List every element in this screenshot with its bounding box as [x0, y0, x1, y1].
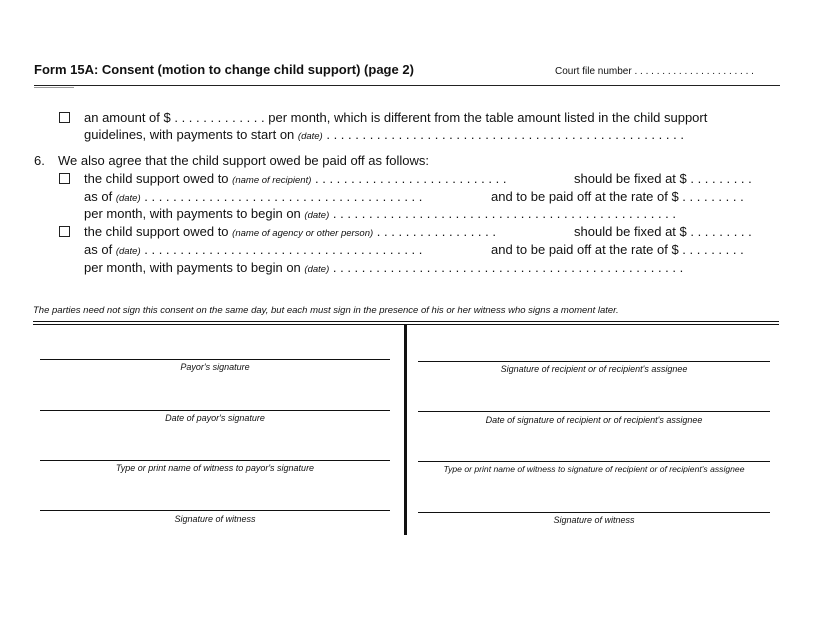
agency-rate-amount[interactable]: and to be paid off at the rate of $ . . . . . . . . . [491, 242, 744, 257]
amount-option-checkbox[interactable] [59, 112, 70, 123]
asof-date-field[interactable]: . . . . . . . . . . . . . . . . . . . . . . . . . . . . . . . . . . . . . . . [144, 242, 423, 257]
recipient-begin-line [84, 206, 676, 221]
begin-date-field[interactable]: . . . . . . . . . . . . . . . . . . . . . . . . . . . . . . . . . . . . . . . . . . . . . . . . . [332, 260, 684, 275]
signature-column-divider [404, 325, 407, 535]
section-6-number: 6. [34, 153, 45, 168]
section-6-intro: We also agree that the child support owed be paid off as follows: [58, 153, 429, 168]
begin-date-label: per month, with payments to begin on [84, 206, 301, 221]
payor-witness-name-label: Type or print name of witness to payor's signature [115, 463, 315, 473]
asof-date-hint: (date) [115, 193, 141, 204]
agency-asof-line [84, 242, 422, 257]
amount-option-line2 [84, 127, 684, 142]
start-date-label: guidelines, with payments to start on [84, 127, 295, 142]
amount-option-line1: an amount of $ . . . . . . . . . . . . . per month, which is different from the table amount listed in the child support [84, 110, 708, 125]
signing-note: The parties need not sign this consent on the same day, but each must sign in the presence of his or her witness who signs a moment later. [33, 305, 619, 316]
agency-option-checkbox[interactable] [59, 226, 70, 237]
recipient-witness-name-line[interactable] [418, 461, 770, 462]
agency-owed-line [84, 224, 496, 239]
begin-date-field[interactable]: . . . . . . . . . . . . . . . . . . . . . . . . . . . . . . . . . . . . . . . . . . . . . . . . [332, 206, 676, 221]
asof-date-hint: (date) [115, 246, 141, 257]
agency-name-hint: (name of agency or other person) [232, 228, 374, 239]
recipient-witness-name-label: Type or print name of witness to signature of recipient or of recipient's assignee [443, 464, 745, 474]
recipient-owed-label: the child support owed to [84, 171, 229, 186]
agency-begin-line [84, 260, 683, 275]
agency-owed-label: the child support owed to [84, 224, 229, 239]
recipient-signature-label: Signature of recipient or of recipient's assignee [500, 364, 688, 374]
header-divider-faint [34, 87, 74, 88]
payor-signature-line[interactable] [40, 359, 390, 360]
payor-date-label: Date of payor's signature [165, 413, 265, 423]
asof-label: as of [84, 242, 113, 257]
recipient-witness-signature-line[interactable] [418, 512, 770, 513]
signature-section-top-rule [33, 321, 779, 322]
begin-date-label: per month, with payments to begin on [84, 260, 301, 275]
asof-date-field[interactable]: . . . . . . . . . . . . . . . . . . . . . . . . . . . . . . . . . . . . . . . [144, 189, 423, 204]
recipient-date-line[interactable] [418, 411, 770, 412]
recipient-name-hint: (name of recipient) [232, 175, 312, 186]
start-date-field[interactable]: . . . . . . . . . . . . . . . . . . . . . . . . . . . . . . . . . . . . . . . . . . . . . . . . . . [326, 127, 684, 142]
recipient-option-checkbox[interactable] [59, 173, 70, 184]
agency-fixed-amount[interactable]: should be fixed at $ . . . . . . . . . [574, 224, 752, 239]
form-title: Form 15A: Consent (motion to change child support) (page 2) [34, 62, 414, 77]
recipient-rate-amount[interactable]: and to be paid off at the rate of $ . . . . . . . . . [491, 189, 744, 204]
payor-signature-label: Payor's signature [180, 362, 250, 372]
recipient-fixed-amount[interactable]: should be fixed at $ . . . . . . . . . [574, 171, 752, 186]
recipient-date-label: Date of signature of recipient or of recipient's assignee [485, 415, 703, 425]
court-file-number-label: Court file number . . . . . . . . . . . . . . . . . . . . . . [555, 66, 754, 77]
recipient-name-field[interactable]: . . . . . . . . . . . . . . . . . . . . . . . . . . . [315, 171, 507, 186]
begin-date-hint: (date) [304, 210, 330, 221]
recipient-witness-signature-label: Signature of witness [553, 515, 635, 525]
begin-date-hint: (date) [304, 264, 330, 275]
payor-date-line[interactable] [40, 410, 390, 411]
payor-witness-signature-line[interactable] [40, 510, 390, 511]
payor-witness-name-line[interactable] [40, 460, 390, 461]
asof-label: as of [84, 189, 113, 204]
recipient-signature-line[interactable] [418, 361, 770, 362]
agency-name-field[interactable]: . . . . . . . . . . . . . . . . . [376, 224, 496, 239]
start-date-hint: (date) [297, 131, 323, 142]
payor-witness-signature-label: Signature of witness [174, 514, 256, 524]
recipient-owed-line [84, 171, 506, 186]
header-divider [34, 85, 780, 86]
recipient-asof-line [84, 189, 422, 204]
